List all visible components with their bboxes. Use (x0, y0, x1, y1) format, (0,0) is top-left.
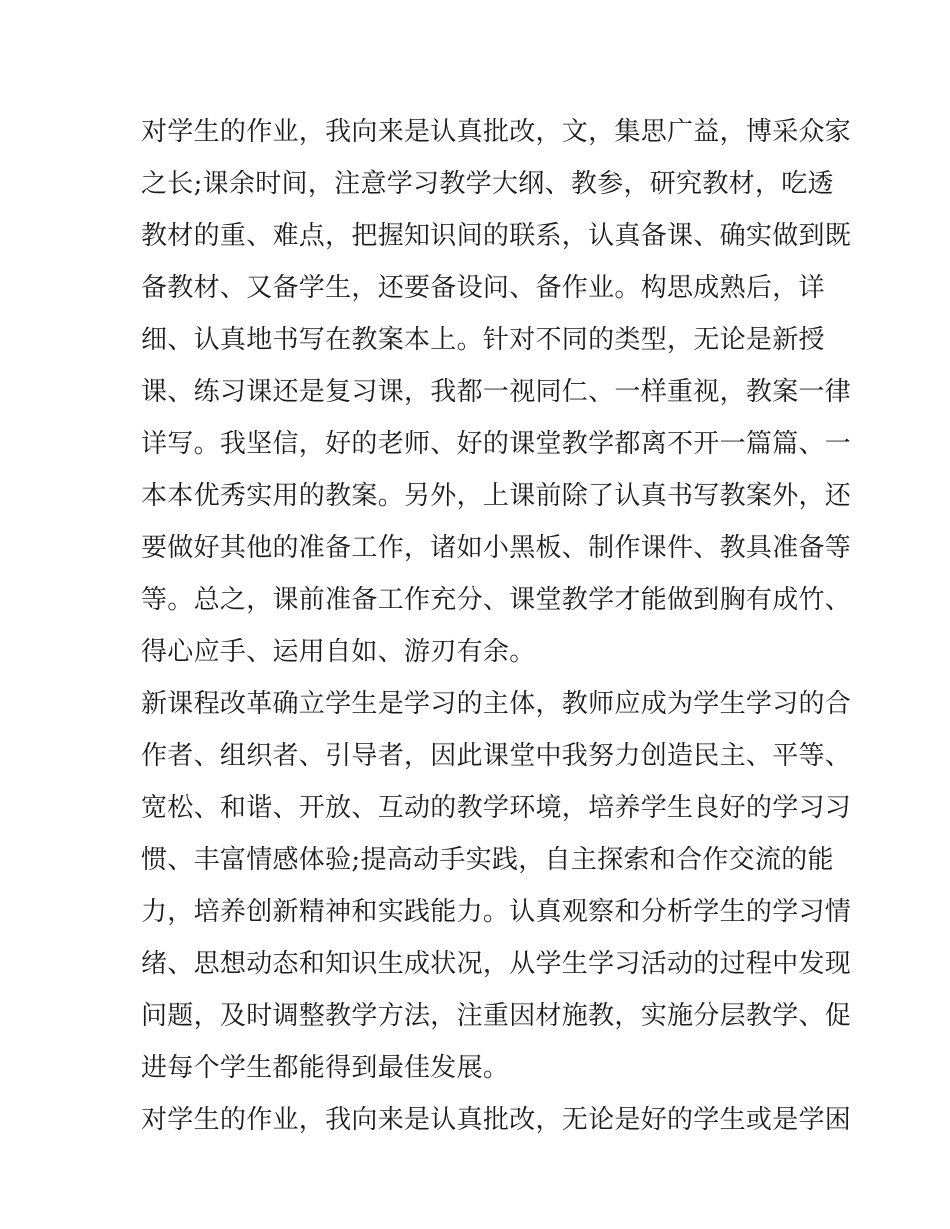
text-line: 备教材、又备学生，还要备设问、备作业。构思成熟后，详 (141, 273, 825, 303)
text-line: 本本优秀实用的教案。另外，上课前除了认真书写教案外，还 (141, 481, 852, 511)
text-line: 对学生的作业，我向来是认真批改，无论是好的学生或是学困 (141, 1105, 852, 1135)
text-line: 细、认真地书写在教案本上。针对不同的类型，无论是新授 (141, 325, 825, 355)
paragraph-1 (141, 106, 852, 678)
text-line: 宽松、和谐、开放、互动的教学环境，培养学生良好的学习习 (141, 793, 852, 823)
text-line: 作者、组织者、引导者，因此课堂中我努力创造民主、平等、 (141, 741, 852, 771)
text-line: 教材的重、难点，把握知识间的联系，认真备课、确实做到既 (141, 221, 852, 251)
paragraph-3 (141, 1094, 852, 1146)
text-line: 惯、丰富情感体验;提高动手实践，自主探索和合作交流的能 (141, 845, 834, 875)
document-body (141, 106, 852, 1146)
text-line: 详写。我坚信，好的老师、好的课堂教学都离不开一篇篇、一 (141, 429, 852, 459)
text-line: 进每个学生都能得到最佳发展。 (141, 1053, 510, 1083)
text-line: 新课程改革确立学生是学习的主体，教师应成为学生学习的合 (141, 689, 852, 719)
paragraph-2 (141, 678, 852, 1094)
text-line: 问题，及时调整教学方法，注重因材施教，实施分层教学、促 (141, 1001, 852, 1031)
text-line: 等。总之，课前准备工作充分、课堂教学才能做到胸有成竹、 (141, 585, 852, 615)
text-line: 对学生的作业，我向来是认真批改，文，集思广益，博采众家 (141, 117, 852, 147)
text-line: 绪、思想动态和知识生成状况，从学生学习活动的过程中发现 (141, 949, 852, 979)
text-line: 课、练习课还是复习课，我都一视同仁、一样重视，教案一律 (141, 377, 852, 407)
text-line: 得心应手、运用自如、游刃有余。 (141, 637, 536, 667)
text-line: 之长;课余时间，注意学习教学大纲、教参，研究教材，吃透 (141, 169, 834, 199)
text-line: 力，培养创新精神和实践能力。认真观察和分析学生的学习情 (141, 897, 852, 927)
text-line: 要做好其他的准备工作，诸如小黑板、制作课件、教具准备等 (141, 533, 852, 563)
